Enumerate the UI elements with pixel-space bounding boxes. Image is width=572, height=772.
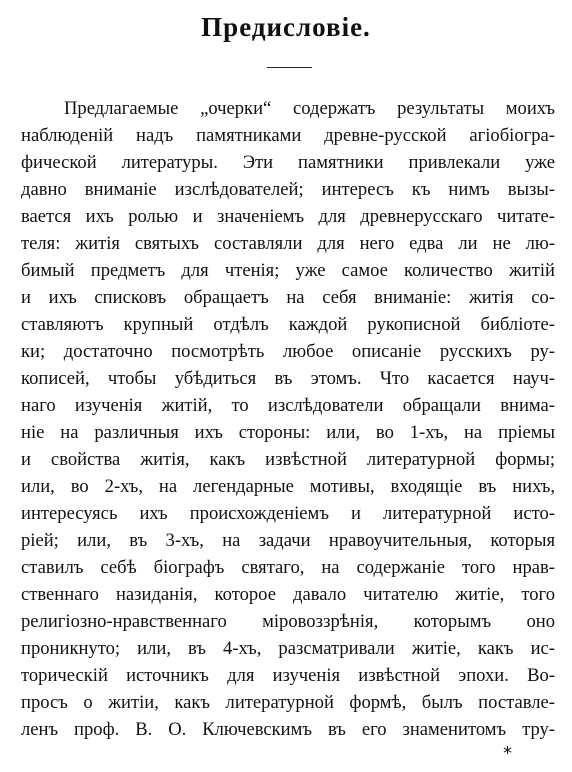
text-line: давно вниманіе изслѣдователей; интересъ къ нимъ вызы- [21, 179, 555, 200]
text-line: интересуясь ихъ происхожденіемъ и литературной исто- [21, 503, 555, 524]
text-line: торическій источникъ для изученія извѣстной эпохи. Во- [21, 665, 555, 686]
text-line: наго изученія житій, то изслѣдователи обращали внима- [21, 395, 555, 416]
text-line: кописей, чтобы убѣдиться въ этомъ. Что касается науч- [21, 368, 555, 389]
text-line: проникнуто; или, въ 4-хъ, разсматривали житіе, какъ ис- [21, 638, 555, 659]
text-line: ніе на различныя ихъ стороны: или, во 1-хъ, на пріемы [21, 422, 555, 443]
text-line: и ихъ списковъ обращаетъ на себя вниманіе: житія со- [21, 287, 555, 308]
text-line: ственнаго назиданія, которое давало читателю житіе, того [21, 584, 555, 605]
text-line: ки; достаточно посмотрѣть любое описаніе русскихъ ру- [21, 341, 555, 362]
text-line: религіозно-нравственнаго міровоззрѣнія, которымъ оно [21, 611, 555, 632]
text-line: вается ихъ ролью и значеніемъ для древнерусскаго читате- [21, 206, 555, 227]
text-line: ставляютъ крупный отдѣлъ каждой рукописной библіоте- [21, 314, 555, 335]
text-line: теля: житія святыхъ составляли для него едва ли не лю- [21, 233, 555, 254]
page-title: Предисловіе. [201, 12, 371, 42]
text-line: бимый предметъ для чтенія; уже самое количество житій [21, 260, 555, 281]
text-line: просъ о житіи, какъ литературной формѣ, былъ поставле- [21, 692, 555, 713]
text-line: ставилъ себѣ біографъ святаго, на содержаніе того нрав- [21, 557, 555, 578]
text-line: наблюденій надъ памятниками древне-русской агіобіогра- [21, 125, 555, 146]
text-line: ріей; или, въ 3-хъ, на задачи нравоучительныя, которыя [21, 530, 555, 551]
title-divider [267, 67, 312, 68]
text-line: или, во 2-хъ, на легендарные мотивы, входящіе въ нихъ, [21, 476, 555, 497]
text-line: фической литературы. Эти памятники привлекали уже [21, 152, 555, 173]
signature-mark: * [503, 743, 512, 764]
text-line: ленъ проф. В. О. Ключевскимъ въ его знаменитомъ тру- [21, 719, 555, 740]
text-line: и свойства житія, какъ извѣстной литературной формы; [21, 449, 555, 470]
text-line: Предлагаемые „очерки“ содержатъ результаты моихъ [64, 98, 555, 119]
